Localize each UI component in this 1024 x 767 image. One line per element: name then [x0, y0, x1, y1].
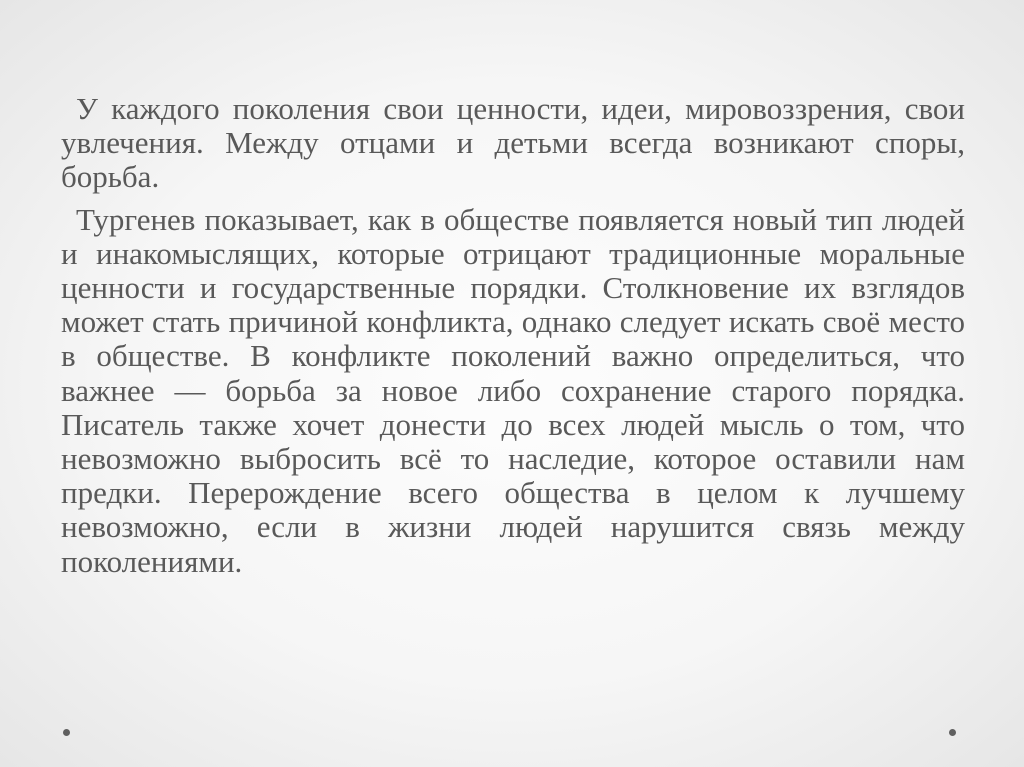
- slide-text-body: [61, 92, 965, 587]
- bullet-dot-icon: [63, 729, 70, 736]
- paragraph-turgenev: Тургенев показывает, как в обществе появляется новый тип людей и инакомыслящих, которые отрицают традиционные моральные ценности и государственные порядки. Столкновение их взглядов может стать причиной конфликта, однако следует искать своё место в обществе. В конфликте поколений важно определиться, что важнее — борьба за новое либо сохранение старого порядка. Писатель также хочет донести до всех людей мысль о том, что невозможно выбросить всё то наследие, которое оставили нам предки. Перерождение всего общества в целом к лучшему невозможно, если в жизни людей нарушится связь между поколениями.: [61, 201, 965, 579]
- paragraph-intro: У каждого поколения свои ценности, идеи, мировоззрения, свои увлечения. Между отцами и детьми всегда возникают споры, борьба.: [61, 91, 965, 195]
- bullet-dot-icon: [949, 729, 956, 736]
